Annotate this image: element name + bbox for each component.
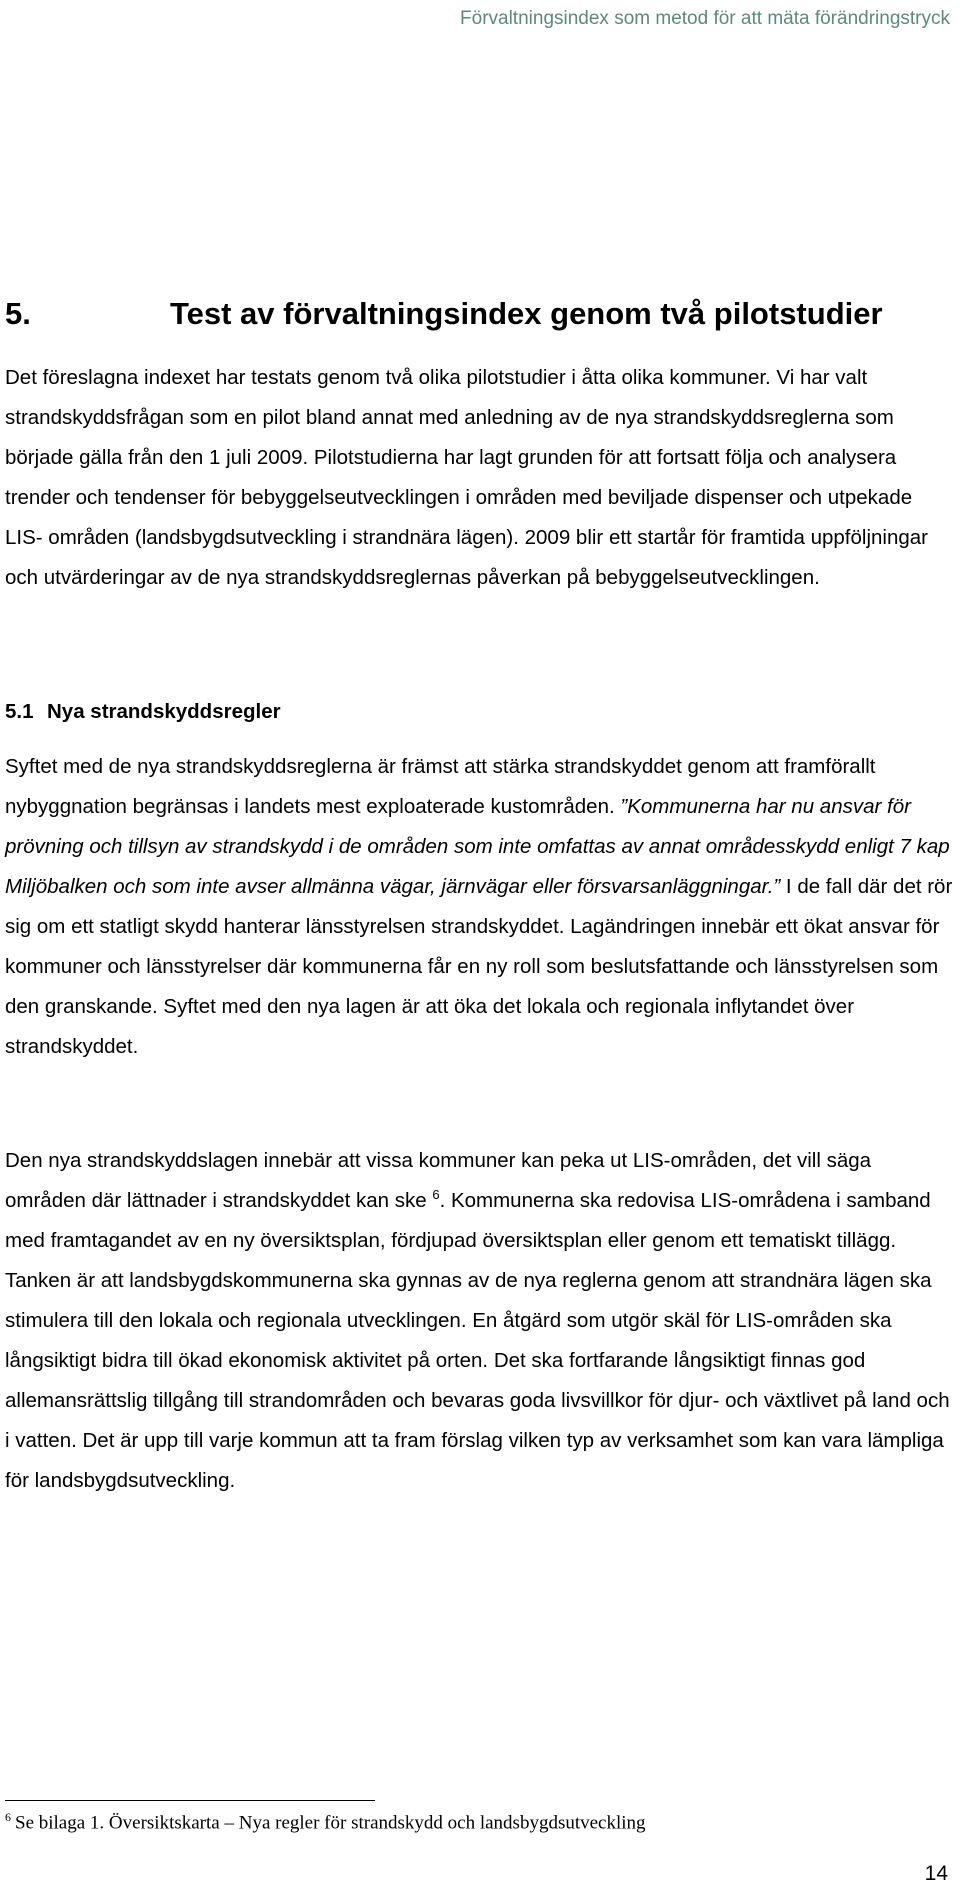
footnote	[5, 1810, 646, 1834]
section-heading	[5, 296, 883, 332]
paragraph-continuation: . Kommunerna ska redovisa LIS-områdena i samband med framtagandet av en ny översiktsplan, fördjupad översiktsplan eller genom ett tematiskt tillägg. Tanken är att landsbygdskommunerna ska gynnas av de nya reglerna genom att strandnära lägen ska stimulera till den lokala och regionala utvecklingen. En åtgärd som utgör skäl för LIS-områden ska långsiktigt bidra till ökad ekonomisk aktivitet på orten. Det ska fortfarande långsiktigt finnas god allemansrättslig tillgång till strandområden och bevaras goda livsvillkor för djur- och växtlivet på land och i vatten. Det är upp till varje kommun att ta fram förslag vilken typ av verksamhet som kan vara lämpliga för landsbygdsutveckling.	[5, 1189, 950, 1492]
subsection-title: Nya strandskyddsregler	[47, 700, 281, 723]
paragraph-start: Den nya strandskyddslagen innebär att vissa kommuner kan peka ut LIS-områden, det vill säga områden där lättnader i strandskyddet kan ske	[5, 1149, 872, 1212]
paragraph-lead: Syftet med de nya strandskyddsreglerna är främst att stärka strandskyddet genom att framförallt nybyggnation begränsas i landets mest exploaterade kustområden.	[5, 755, 876, 818]
footnote-divider	[5, 1800, 375, 1801]
section-title: Test av förvaltningsindex genom två pilotstudier	[170, 296, 883, 331]
quoted-text: ”Kommunerna har nu ansvar för prövning och tillsyn av strandskydd i de områden som inte omfattas av annat områdesskydd enligt 7 kap Miljöbalken och som inte avser allmänna vägar, järnvägar eller försvarsanläggningar.”	[5, 795, 950, 898]
footnote-mark: 6	[5, 1810, 11, 1824]
regulation-paragraph	[5, 747, 955, 1067]
paragraph-rest: I de fall där det rör sig om ett statligt skydd hanterar länsstyrelsen strandskyddet. Lagändringen innebär ett ökat ansvar för kommuner och länsstyrelser där kommunerna får en ny roll som beslutsfattande och länsstyrelsen som den granskande. Syftet med den nya lagen är att öka det lokala och regionala inflytandet över strandskyddet.	[5, 875, 953, 1058]
running-header: Förvaltningsindex som metod för att mäta förändringstryck	[460, 8, 950, 29]
section-number: 5.	[5, 296, 31, 331]
intro-paragraph: Det föreslagna indexet har testats genom två olika pilotstudier i åtta olika kommuner. Vi har valt strandskyddsfrågan som en pilot bland annat med anledning av de nya strandskyddsreglerna som började gälla från den 1 juli 2009. Pilotstudierna har lagt grunden för att fortsatt följa och analysera trender och tendenser för bebyggelseutvecklingen i områden med beviljade dispenser och utpekade LIS- områden (landsbygdsutveckling i strandnära lägen). 2009 blir ett startår för framtida uppföljningar och utvärderingar av de nya strandskyddsreglernas påverkan på bebyggelseutvecklingen.	[5, 366, 928, 589]
footnote-text: Se bilaga 1. Översiktskarta – Nya regler för strandskydd och landsbygdsutveckling	[15, 1812, 646, 1834]
lis-paragraph	[5, 1141, 955, 1501]
footnote-reference[interactable]: 6	[432, 1187, 440, 1203]
page-number: 14	[924, 1862, 948, 1885]
subsection-heading	[5, 700, 281, 724]
subsection-number: 5.1	[5, 700, 34, 723]
